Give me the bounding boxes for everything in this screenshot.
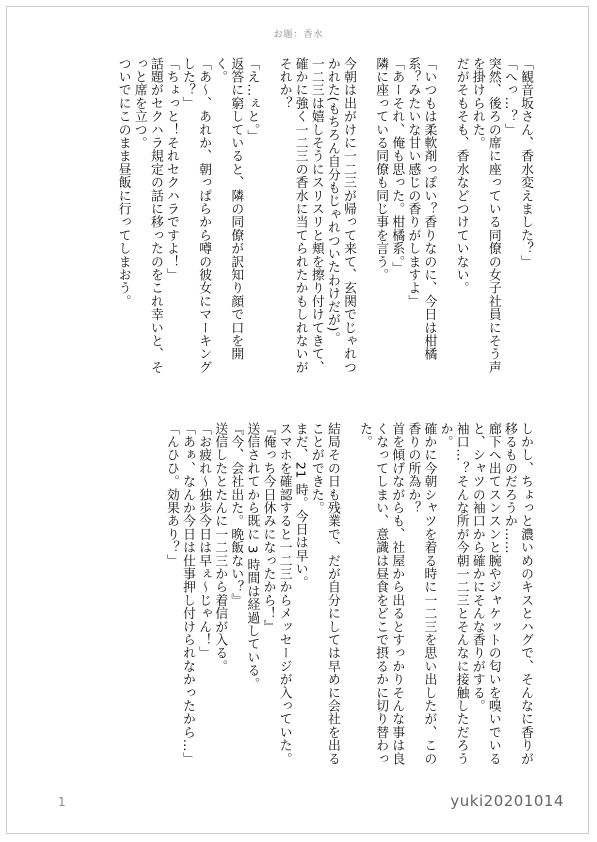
- text-line: まだ、21 時。今日は早い。: [292, 422, 308, 589]
- paragraph-gap: [356, 57, 372, 382]
- text-line: 袖口…？そんな所が今朝一二三とそんなに接触しただろうか。: [437, 422, 469, 766]
- text-line: 送信したとたんに一二三から着信が入る。: [212, 422, 228, 673]
- paragraph-gap: [259, 57, 275, 382]
- text-line: 結局その日も残業で、だが自分にしては早めに会社を出ることができた。: [308, 422, 340, 766]
- paragraph-gap: [436, 57, 452, 382]
- text-line: 話題がセクハラ規定の話に移ったのをこれ幸いと、そっと席を立つ。: [131, 57, 163, 374]
- text-line: 一二三は嬉しそうにスリスリと頬を擦り付けてきて、確かに強く一二三の香水に当てられたかもしれないがそれか？: [276, 57, 324, 374]
- text-line: 「いつもは柔軟剤っぽい？香りなのに、今日は柑橘系？みたいな甘い感じの香りがしますよ」: [405, 57, 437, 361]
- text-line: 「あ～、あれか、朝っぱらから噂の彼女にマーキングした？」: [180, 57, 212, 374]
- text-line: 「観音坂さん、香水変えました？」: [518, 57, 533, 269]
- text-line: 廊下へ出てスンスンと腕やジャケットの匂いを嗅いでいると、シャツの袖口から確かにそんな香りがする。: [469, 422, 501, 766]
- text-line: 今朝は出がけに一二三が帰って来て、玄関でじゃれつかれた(もちろん自分もじゃれついたわけだが)。: [324, 57, 356, 374]
- text-line: 首を傾げながらも、社屋から出るとすっかりそんな事は良くなってしまい、意識は昼食をどこで摂るかに切り替わった。: [357, 422, 405, 766]
- text-line: 送信されてから既に 3 時間は経過している。: [244, 422, 260, 691]
- text-line: 「んひひ。効果あり？」: [163, 422, 179, 568]
- page-title: お題：香水: [273, 30, 324, 40]
- text-line: 『今、会社出た。晩飯ない？』: [228, 422, 244, 607]
- text-column-lower: [58, 422, 533, 774]
- text-line: だがそもそも、香水などつけていない。: [453, 57, 469, 295]
- text-line: 隣に座っている同僚も同じ事を言う。: [373, 57, 389, 282]
- text-line: 返答に窮していると、隣の同僚が訳知り顔で口を開く。: [212, 57, 244, 361]
- text-line: 確かに今朝シャツを着る時に一二三を思い出したが、この香りの所為か？: [405, 422, 437, 766]
- text-line: 「お疲れ～独歩今日は早ぇ～じゃん！」: [196, 422, 212, 660]
- text-line: 「え…ぇと。」: [244, 57, 260, 143]
- text-line: 『俺っち今日休みになったから！』: [260, 422, 276, 634]
- text-line: しかし、ちょっと濃いめのキスとハグで、そんなに香りが移るものだろうか……: [501, 422, 533, 766]
- text-line: 「あぁ、なんか今日は仕事押し付けられなかったから…」: [180, 422, 196, 766]
- author-date-stamp: yuki20201014: [450, 792, 564, 810]
- paragraph-gap: [340, 422, 356, 774]
- text-line: 突然、後ろの席に座っている同僚の女子社員にそう声を掛けられた。: [469, 57, 501, 374]
- page-number: 1: [58, 795, 66, 809]
- text-line: 「へっ…？」: [501, 57, 517, 137]
- text-column-upper: [58, 57, 533, 382]
- text-line: 「あーそれ、俺も思った。柑橘系。」: [389, 57, 405, 275]
- text-line: ついでにこのまま昼飯に行ってしまおう。: [115, 57, 131, 308]
- text-line: 「ちょっと！それセクハラですよ！」: [163, 57, 179, 282]
- text-line: スマホを確認すると一二三からメッセージが入っていた。: [276, 422, 292, 766]
